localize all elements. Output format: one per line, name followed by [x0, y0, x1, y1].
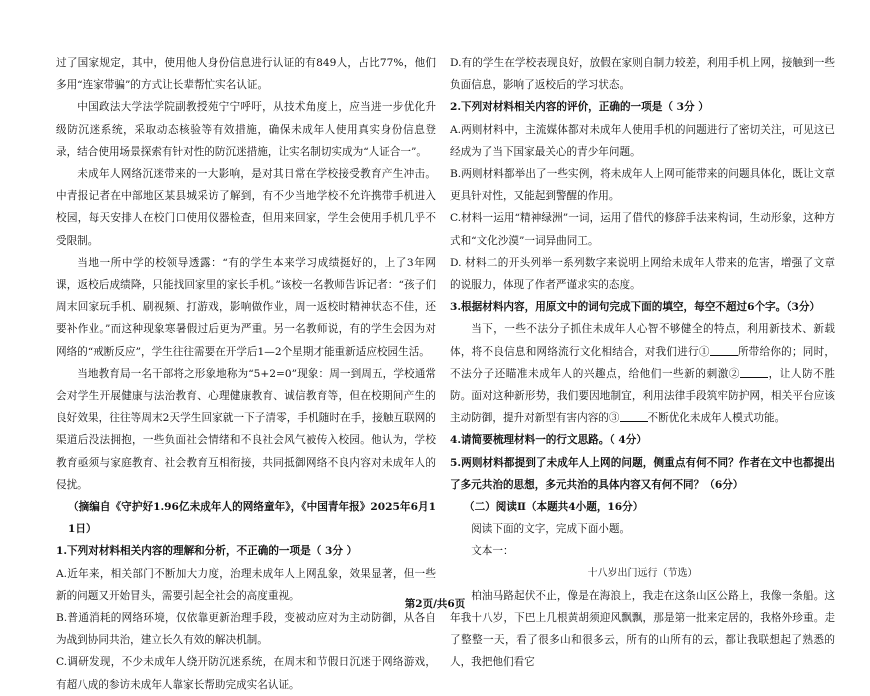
- question-2-title: 2.下列对材料相关内容的评价，正确的一项是（ 3分 ）: [450, 101, 709, 114]
- question-3-text-1: 当下，一些不法分子抓住未成年人心智不够健全的特点，利用新技术、新载体，将不良信息和网络流行文化相结合，对我们进行①: [450, 323, 835, 358]
- story-title: 十八岁出门远行（节选）: [587, 567, 698, 579]
- question-1-option-d: D.有的学生在学校表现良好，放假在家则自制力较差，利用手机上网，接触到一些负面信息，影响了返校后的学习状态。: [450, 57, 835, 92]
- left-para-5: 当地教育局一名干部将之形象地称为“5+2=0”现象：周一到周五，学校通常会对学生开展健康与法治教育、心理健康教育、诚信教育等，但在校期间产生的良好效果，往往等周末2天学生回家就一下子清零，手机随时在手，接触互联网的渠道后没法拥抱，一些负面社会情绪和不良社会风气被传入校园。他认为，学校教育亟须与家庭教育、社会教育互相衔接，共同抵御网络不良内容对未成年人的侵扰。: [56, 367, 436, 491]
- page-number-footer: 第2页/共6页: [404, 598, 466, 610]
- question-1-option-c: C.调研发现，不少未成年人绕开防沉迷系统，在周末和节假日沉迷于网络游戏，有超八成的参访未成年人靠家长帮助完成实名认证。: [56, 656, 436, 691]
- left-para-2: 中国政法大学法学院副教授苑宁宁呼吁，从技术角度上，应当进一步优化升级防沉迷系统，采取动态核验等有效措施，确保未成年人使用真实身份信息登录，结合使用场景探索有针对性的防沉迷措施，让实名制切实成为“人证合一”。: [56, 101, 436, 158]
- question-2-option-c: C.材料一运用“精神绿洲”一词，运用了借代的修辞手法来构词，生动形象，这种方式和“文化沙漠”一词异曲同工。: [450, 212, 835, 247]
- text-one-label: 文本一：: [471, 545, 514, 558]
- question-3-text-2: 所带给你的；同时，不法分子还瞄准未成年人的兴趣点，给他们一些新的刺激②: [450, 345, 836, 380]
- question-5-title: 5.两则材料都提到了未成年人上网的问题，侧重点有何不同？作者在文中也都提出了多元共治的思想，多元共治的具体内容又有何不同？（6分）: [450, 456, 835, 491]
- answer-blank-3[interactable]: [620, 409, 648, 422]
- question-3-text-3: ，让人防不胜防。面对这种新形势，我们要因地制宜，利用法律手段筑牢防护网，相关平台应该主动防御，提升对新型有害内容的③: [450, 367, 835, 425]
- question-3-text-4: 不断优化未成年人模式功能。: [647, 412, 786, 425]
- question-3-body: [450, 318, 835, 429]
- source-citation: （摘编自《守护好1.96亿未成年人的网络童年》，《中国青年报》2025年6月11日）: [68, 501, 436, 536]
- answer-blank-2[interactable]: [740, 365, 768, 378]
- question-1-option-a: A.近年来，相关部门不断加大力度，治理未成年人上网乱象，效果显著，但一些新的问题又开始冒头，需要引起全社会的高度重视。: [56, 567, 436, 602]
- left-para-3: 未成年人网络沉迷带来的一大影响，是对其日常在学校接受教育产生冲击。中青报记者在中部地区某县城采访了解到，有不少当地学校不允许携带手机进入校园，每天安排人在校门口使用仪器检查，但用来回家，学生会使用手机几乎不受限制。: [56, 168, 436, 247]
- question-1-title: 1.下列对材料相关内容的理解和分析，不正确的一项是（ 3分 ）: [56, 545, 358, 558]
- answer-blank-1[interactable]: [710, 343, 738, 356]
- question-2-option-a: A.两则材料中，主流媒体都对未成年人使用手机的问题进行了密切关注，可见这已经成为了当下国家最关心的青少年问题。: [450, 123, 835, 158]
- reading-section-title: （二）阅读Ⅱ（本题共4小题，16分）: [464, 501, 644, 514]
- question-3-title: 3.根据材料内容，用原文中的词句完成下面的填空，每空不超过6个字。（3分）: [450, 301, 821, 314]
- question-2-option-d: D. 材料二的开头列举一系列数字来说明上网给未成年人带来的危害，增强了文章的说服力，体现了作者严谨求实的态度。: [450, 256, 835, 292]
- question-1-option-b: B.普通消耗的网络环境，仅依靠更新治理手段，变被动应对为主动防御，从各自为战到协同共治，建立长久有效的解决机制。: [56, 612, 436, 647]
- left-para-1: 过了国家规定，其中，使用他人身份信息进行认证的有849人，占比77%，他们多用“连家带骗”的方式让长辈帮忙实名认证。: [56, 57, 436, 92]
- question-2-option-b: B.两则材料都举出了一些实例，将未成年人上网可能带来的问题具体化，既让文章更具针对性，又能起到警醒的作用。: [450, 168, 835, 203]
- story-paragraph-1: 柏油马路起伏不止，像是在海浪上，我走在这条山区公路上，我像一条船。这年我十八岁，下巴上几根黄胡须迎风飘飘，那是第一批来定居的，我格外珍重。走了整整一天，看了很多山和很多云，所有的山所有的云，都让我联想起了熟悉的人，我把他们看它: [450, 589, 835, 669]
- reading-instructions: 阅读下面的文字，完成下面小题。: [471, 523, 631, 536]
- right-column: [450, 52, 835, 674]
- left-para-4: 当地一所中学的校领导透露：“有的学生本来学习成绩挺好的，上了3年网课，返校后成绩降，只能找回家里的家长手机。”该校一名教师告诉记者：“孩子们周末回家玩手机、刷视频、打游戏，影响做作业，周一返校时精神状态不佳，还要补作业。”而这种现象寒暑假过后更为严重。另一名教师说，有的学生会因为对网络的“戒断反应”，学生往往需要在开学后1—2个星期才能重新适应校园生活。: [56, 256, 436, 358]
- question-4-title: 4.请简要梳理材料一的行文思路。（ 4分）: [450, 434, 647, 447]
